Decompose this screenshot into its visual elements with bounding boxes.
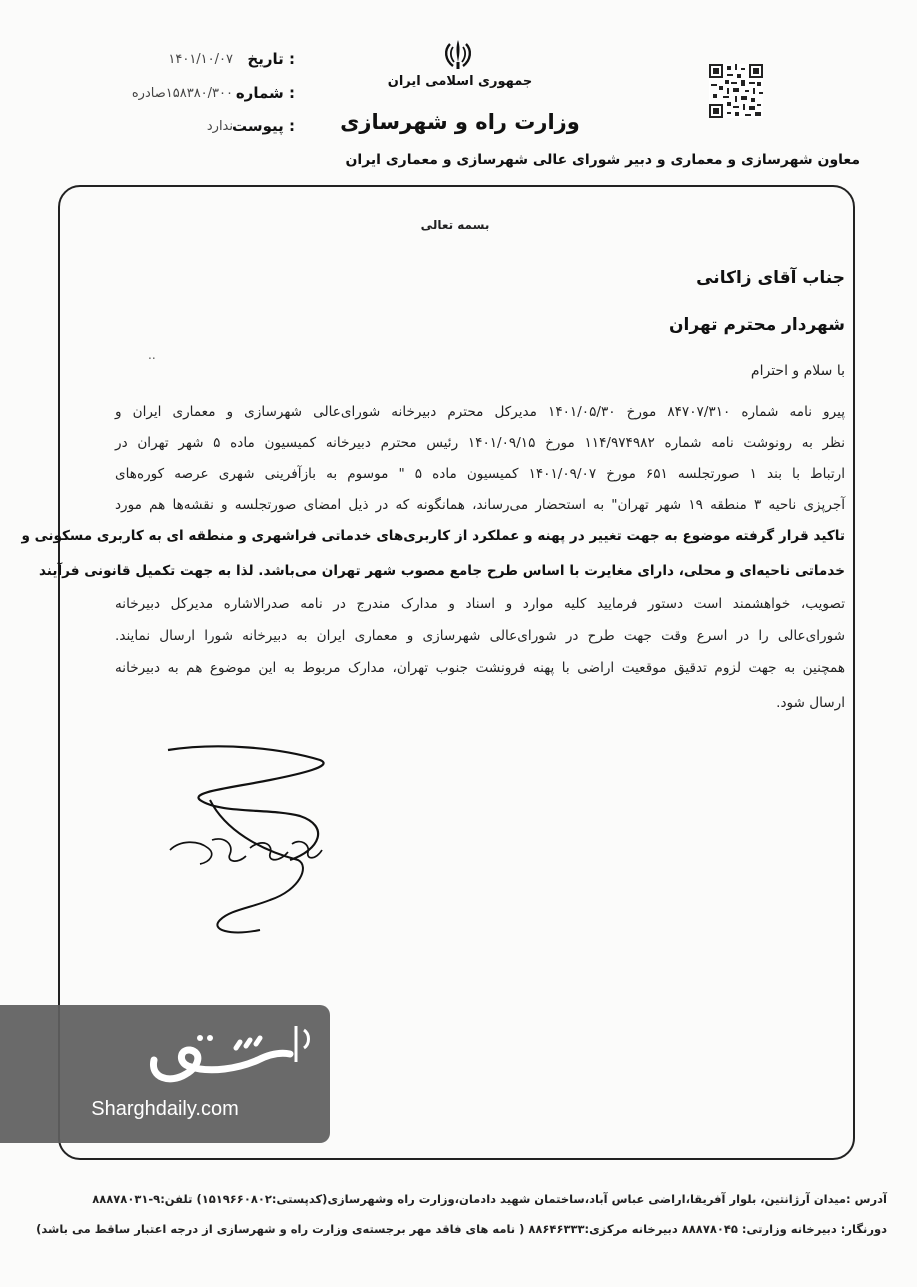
ministry-title: وزارت راه و شهرسازی (340, 110, 580, 134)
body-line: خدماتی ناحیه‌ای و محلی، دارای مغایرت با اساس طرح جامع مصوب شهر تهران می‌باشد. لذا به جهت تکمیل قانونی فرآیند (38, 563, 845, 579)
stray-dots: .. (148, 348, 156, 362)
date-label: تاریخ : (247, 50, 295, 68)
body-line: ارتباط با بند ۱ صورتجلسه ۶۵۱ مورخ ۱۴۰۱/۰۹/۰۷ کمیسیون ماده ۵ " موسوم به بازآفرینی شهری عرصه کوره‌های (115, 466, 845, 482)
date-row (75, 50, 295, 76)
footer-fax: دورنگار: دبیرخانه وزارتی: ۸۸۸۷۸۰۴۵ دبیرخانه مرکزی:۸۸۶۴۶۳۳۳ ( نامه های فاقد مهر برجسته‌ی وزارت راه و شهرسازی از درجه اعتبار ساقط می باشد) (36, 1222, 887, 1236)
attachment-label: پیوست : (231, 117, 295, 135)
attachment-row (75, 117, 295, 143)
body-line: تصویب، خواهشمند است دستور فرمایید کلیه موارد و اسناد و مدارک مندرج در نامه صدرالاشاره مدیرکل دبیرخانه (115, 596, 845, 612)
bismillah: بسمه تعالی (420, 218, 490, 232)
qr-code-icon (709, 64, 763, 118)
footer-address: آدرس :میدان آرژانتین، بلوار آفریقا،اراضی عباس آباد،ساختمان شهید دادمان،وزارت راه وشهرسازی(کدپستی:۱۵۱۹۶۶۰۸۰۲) تلفن:۹-۸۸۸۷۸۰۳۱ (92, 1192, 887, 1206)
body-line: شورای‌عالی را در اسرع وقت جهت طرح در شورای‌عالی شهرسازی و معماری ایران به دبیرخانه شورا ارسال نمایند. (115, 628, 845, 644)
date-value: ۱۴۰۱/۱۰/۰۷ (168, 52, 233, 67)
body-line: ارسال شود. (776, 695, 845, 711)
body-line: نظر به رونوشت نامه شماره ۱۱۴/۹۷۴۹۸۲ مورخ ۱۴۰۱/۰۹/۱۵ رئیس محترم دبیرخانه کمیسیون ماده ۵ شهر تهران در (115, 435, 845, 451)
salutation: جناب آقای زاکانی (696, 268, 845, 288)
number-value: ۱۵۸۳۸۰/۳۰۰صادره (131, 86, 233, 101)
body-line: آجرپزی ناحیه ۳ منطقه ۱۹ شهر تهران" به استحضار می‌رساند، همانگونه که در ذیل امضای صورتجلسه و نقشه‌ها هم مورد (115, 497, 846, 513)
number-row (75, 84, 295, 110)
recipient: شهردار محترم تهران (669, 315, 845, 335)
shargh-logo-icon (140, 1018, 320, 1090)
deputy-title: معاون شهرسازی و معماری و دبیر شورای عالی شهرسازی و معماری ایران (345, 152, 860, 168)
body-line: پیرو نامه شماره ۸۴۷۰۷/۳۱۰ مورخ ۱۴۰۱/۰۵/۳۰ مدیرکل محترم دبیرخانه شورای‌عالی شهرسازی و معماری ایران و (115, 404, 845, 420)
body-line: همچنین به جهت لزوم تدقیق موقعیت اراضی با پهنه فرونشت جنوب تهران، مدارک مربوط به این موضوع هم به دبیرخانه (115, 660, 845, 676)
republic-title: جمهوری اسلامی ایران (387, 74, 533, 89)
greeting: با سلام و احترام (750, 363, 845, 379)
number-label: شماره : (235, 84, 295, 102)
body-line: تاکید قرار گرفته موضوع به جهت تغییر در پهنه و عملکرد از کاربری‌های خدماتی فراشهری و منطقه ای به کاربری مسکونی و (21, 528, 845, 544)
watermark-site: Sharghdaily.com (91, 1098, 239, 1120)
attachment-value: ندارد (206, 119, 233, 134)
iran-emblem-icon (440, 38, 476, 72)
handwritten-signature (150, 740, 350, 940)
